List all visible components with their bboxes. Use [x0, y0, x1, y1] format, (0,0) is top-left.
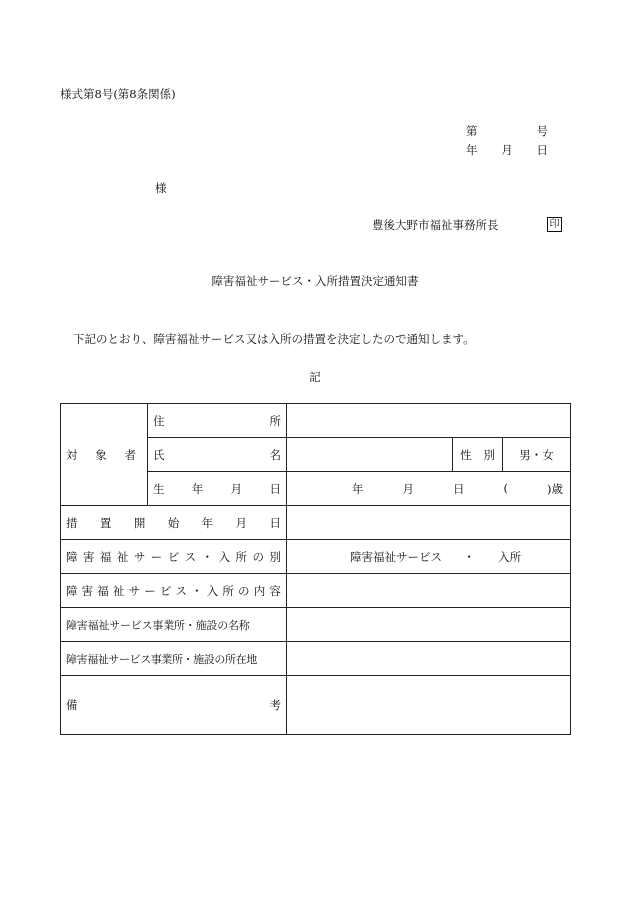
- type-value-cell: 障害福祉サービス ・ 入所: [287, 540, 571, 574]
- address-label-cell: 住 所: [148, 404, 287, 438]
- birth-label-cell: 生 年 月 日: [148, 472, 287, 506]
- date-year: 年: [466, 143, 478, 157]
- facility-name-value-cell: [287, 608, 571, 642]
- sex-label-cell: 性 別: [453, 438, 503, 472]
- document-title: 障害福祉サービス・入所措置決定通知書: [211, 274, 419, 288]
- body-text: 下記のとおり、障害福祉サービス又は入所の措置を決定したので通知します。: [73, 332, 475, 346]
- start-date-label-cell: 措 置 開 始 年 月 日: [61, 506, 287, 540]
- addressee-suffix: 様: [155, 181, 167, 195]
- facility-location-label-cell: 障害福祉サービス事業所・施設の所在地: [61, 642, 287, 676]
- number-prefix: 第: [466, 124, 478, 138]
- form-number: 様式第8号(第8条関係): [60, 87, 176, 101]
- number-suffix: 号: [536, 124, 548, 138]
- subject-label-cell: 対 象 者: [61, 404, 148, 506]
- type-label-cell: 障 害 福 祉 サ ー ビ ス ・ 入 所 の 別: [61, 540, 287, 574]
- facility-location-value-cell: [287, 642, 571, 676]
- birth-value-cell: 年 月 日 ( )歳: [287, 472, 571, 506]
- facility-name-label-cell: 障害福祉サービス事業所・施設の名称: [61, 608, 287, 642]
- remarks-value-cell: [287, 676, 571, 735]
- content-label-cell: 障 害 福 祉 サ ー ビ ス ・ 入 所 の 内 容: [61, 574, 287, 608]
- notice-table: [60, 403, 571, 735]
- date-month: 月: [501, 143, 513, 157]
- name-value-cell: [287, 438, 453, 472]
- ki-heading: 記: [309, 370, 321, 384]
- start-date-value-cell: [287, 506, 571, 540]
- document-date-line: [466, 142, 548, 158]
- address-value-cell: [287, 404, 571, 438]
- document-number-line: [466, 123, 548, 139]
- issuer-name: 豊後大野市福祉事務所長: [372, 218, 499, 232]
- name-label-cell: 氏 名: [148, 438, 287, 472]
- sex-options-cell: 男・女: [503, 438, 571, 472]
- seal-mark: 印: [547, 217, 562, 232]
- content-value-cell: [287, 574, 571, 608]
- remarks-label-cell: 備 考: [61, 676, 287, 735]
- date-day: 日: [536, 143, 548, 157]
